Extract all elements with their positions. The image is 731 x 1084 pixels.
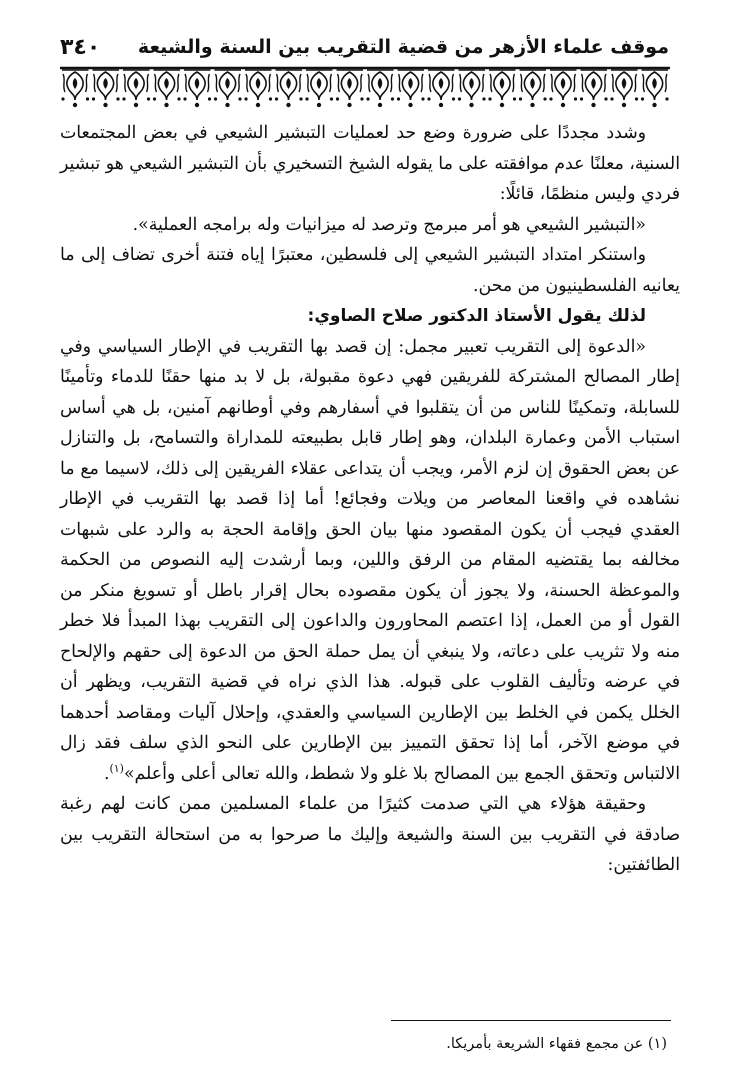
- main-text: [60, 118, 680, 881]
- running-title: موقف علماء الأزهر من قضية التقريب بين السنة والشيعة: [137, 36, 669, 58]
- footnote: (١) عن مجمع فقهاء الشريعة بأمريكا.: [446, 1036, 667, 1052]
- paragraph-3: وحقيقة هؤلاء هي التي صدمت كثيرًا من علماء المسلمين ممن كانت لهم رغبة صادقة في التقريب بين السنة والشيعة وإليك ما صرحوا به من استحالة التقريب بين الطائفتين:: [60, 794, 680, 875]
- decorative-border-ornament: [60, 66, 670, 110]
- footnote-separator: [391, 1020, 671, 1021]
- footnote-reference: (١): [109, 761, 124, 775]
- quote-1: «التبشير الشيعي هو أمر مبرمج وترصد له ميزانيات وله برامجه العملية».: [132, 214, 646, 235]
- paragraph-1: وشدد مجددًا على ضرورة وضع حد لعمليات التبشير الشيعي في بعض المجتمعات السنية، معلنًا عدم موافقته على ما يقوله الشيخ التسخيري بأن التبشير الشيعي هو تبشير فردي وليس منظمًا، قائلًا:: [60, 123, 680, 204]
- page-header: [60, 30, 669, 64]
- paragraph-2: واستنكر امتداد التبشير الشيعي إلى فلسطين، معتبرًا إياه فتنة أخرى تضاف إلى ما يعانيه الفلسطينيون من محن.: [60, 245, 680, 296]
- section-subheading: لذلك يقول الأستاذ الدكتور صلاح الصاوي:: [307, 306, 646, 326]
- quote-2: «الدعوة إلى التقريب تعبير مجمل: إن قصد بها التقريب في الإطار السياسي وفي إطار المصالح المشتركة للفريقين فهي دعوة مقبولة، بل لا بد منها حقنًا للدماء وتأمينًا للسابلة، وتمكينًا للناس من أن يتقلبوا في أسفارهم وفي أوطانهم آمنين، بل هي أساس استباب الأمن وعمارة البلدان، وهو إطار قابل بطبيعته للمداراة والتسامح، بل والتنازل عن بعض الحقوق إن لزم الأمر، ويجب أن يتداعى عقلاء الفريقين إلى ذلك، لاسيما مع ما نشاهده في واقعنا المعاصر من ويلات وفجائع! أما إذا قصد بها التقريب في الإطار العقدي فيجب أن يكون المقصود منها بيان الحق وإقامة الحجة به والرد على شبهات مخالفه بما يقتضيه المقام من الرفق واللين، وبما أرشدت إليه النصوص من الحكمة والموعظة الحسنة، ولا يجوز أن يكون مقصوده بحال إقرار باطل أو تسويغ منكر من القول أو من العمل، إذا اعتصم المحاورون والداعون إلى التقريب بهذا المبدأ فلا خطر منه ولا تثريب على دعاته، ولا ينبغي أن يمل حملة الحق من الدعوة إلى حقهم والإلحاح في عرضه وتأليف القلوب على قبوله. هذا الذي نراه في قضية التقريب، ويظهر أن الخلل يكمن في الخلط بين الإطارين السياسي والعقدي، وإحلال آليات ومقاصد أحدهما في موضع الآخر، أما إذا تحقق التمييز بين الإطارين على النحو الذي سلف فقد زال الالتباس وتحقق الجمع بين المصالح بلا غلو ولا شطط، والله تعالى أعلى وأعلم»$^{(١)}$.: [60, 336, 680, 784]
- page-number: ٣٤٠: [60, 34, 101, 60]
- quote-2-text: «الدعوة إلى التقريب تعبير مجمل: إن قصد بها التقريب في الإطار السياسي وفي إطار المصالح المشتركة للفريقين فهي دعوة مقبولة، بل لا بد منها حقنًا للدماء وتأمينًا للسابلة، وتمكينًا للناس من أن يتقلبوا في أسفارهم وفي أوطانهم آمنين، بل هي أساس استباب الأمن وعمارة البلدان، وهو إطار قابل بطبيعته للمداراة والتسامح، بل والتنازل عن بعض الحقوق إن لزم الأمر، ويجب أن يتداعى عقلاء الفريقين إلى ذلك، لاسيما مع ما نشاهده في واقعنا المعاصر من ويلات وفجائع! أما إذا قصد بها التقريب في الإطار العقدي فيجب أن يكون المقصود منها بيان الحق وإقامة الحجة به والرد على شبهات مخالفه بما يقتضيه المقام من الرفق واللين، وبما أرشدت إليه النصوص من الحكمة والموعظة الحسنة، ولا يجوز أن يكون مقصوده بحال إقرار باطل أو تسويغ منكر من القول أو من العمل، إذا اعتصم المحاورون والداعون إلى التقريب بهذا المبدأ فلا خطر منه ولا تثريب على دعاته، ولا ينبغي أن يمل حملة الحق من الدعوة إلى حقهم والإلحاح في عرضه وتأليف القلوب على قبوله. هذا الذي نراه في قضية التقريب، ويظهر أن الخلل يكمن في الخلط بين الإطارين السياسي والعقدي، وإحلال آليات ومقاصد أحدهما في موضع الآخر، أما إذا تحقق التمييز بين الإطارين على النحو الذي سلف فقد زال الالتباس وتحقق الجمع بين المصالح بلا غلو ولا شطط، والله تعالى أعلى وأعلم»: [60, 336, 680, 784]
